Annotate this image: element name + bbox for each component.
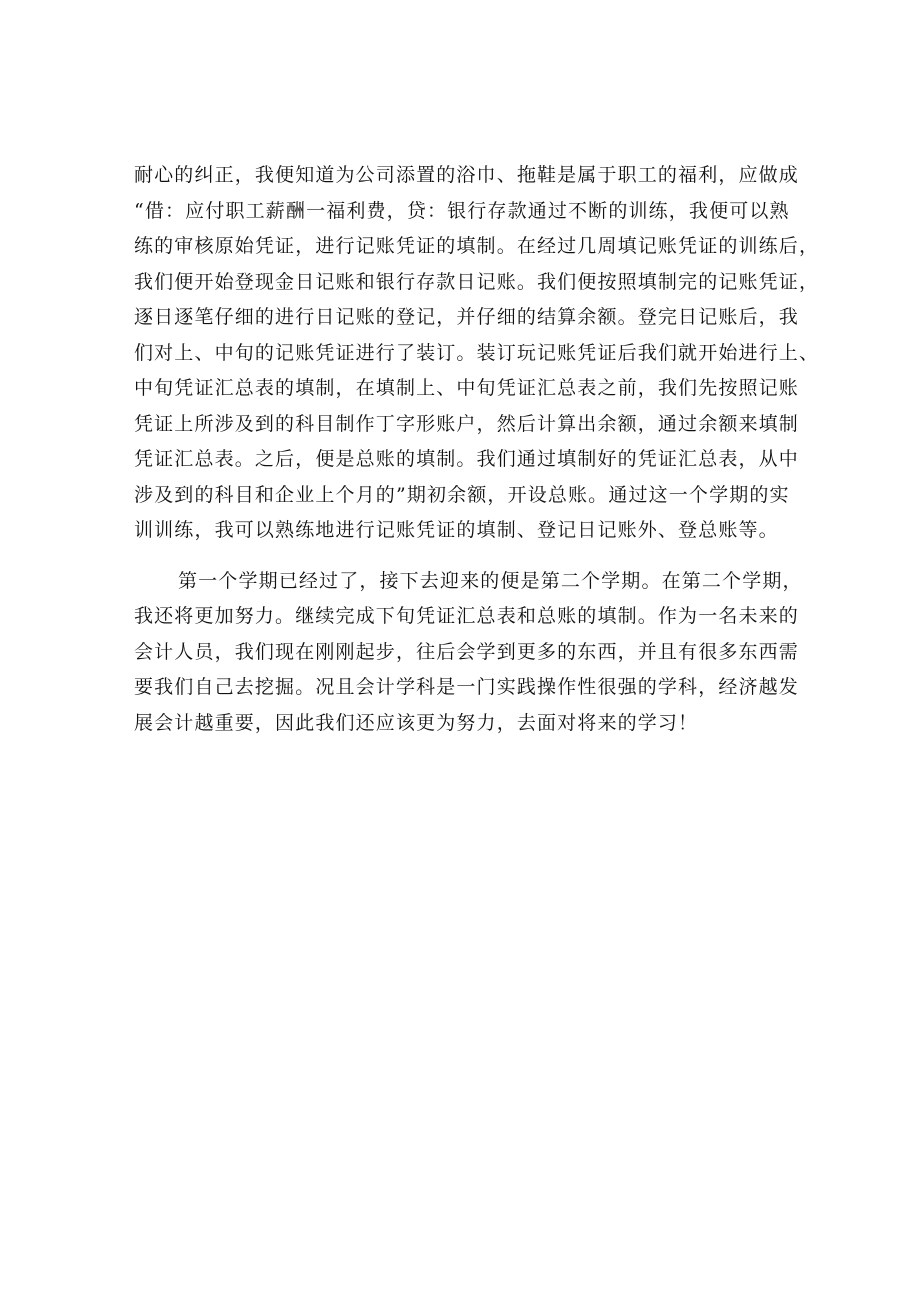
text-line: 要我们自己去挖掘。况且会计学科是一门实践操作性很强的学科，经济越发 xyxy=(134,676,799,698)
text-line: “借：应付职工薪酬一福利费，贷：银行存款通过不断的训练，我便可以熟 xyxy=(134,199,790,222)
text-line: 耐心的纠正，我便知道为公司添置的浴巾、拖鞋是属于职工的福利，应做成 xyxy=(134,164,799,186)
paragraph-1 xyxy=(134,158,820,549)
text-line: 训训练，我可以熟练地进行记账凭证的填制、登记日记账外、登总账等。 xyxy=(134,519,779,541)
text-line-indented: 第一个学期已经过了，接下去迎来的便是第二个学期。在第二个学期， xyxy=(178,569,803,592)
text-line: 涉及到的科目和企业上个月的”期初余额，开设总账。通过这一个学期的实 xyxy=(134,483,790,506)
text-line: 凭证汇总表。之后，便是总账的填制。我们通过填制好的凭证汇总表，从中 xyxy=(134,448,799,470)
paragraph-spacer xyxy=(134,549,800,564)
text-line: 我还将更加努力。继续完成下旬凭证汇总表和总账的填制。作为一名未来的 xyxy=(134,605,799,627)
text-line: 凭证上所涉及到的科目制作丁字形账户，然后计算出余额，通过余额来填制 xyxy=(134,412,799,435)
text-line: 会计人员，我们现在刚刚起步，往后会学到更多的东西，并且有很多东西需 xyxy=(134,640,799,663)
document-body xyxy=(134,158,820,741)
text-line: 们对上、中旬的记账凭证进行了装订。装订玩记账凭证后我们就开始进行上、 xyxy=(134,341,820,364)
text-line: 中旬凭证汇总表的填制，在填制上、中旬凭证汇总表之前，我们先按照记账 xyxy=(134,377,799,399)
text-line: 展会计越重要，因此我们还应该更为努力，去面对将来的学习！ xyxy=(134,711,699,734)
text-line: 逐日逐笔仔细的进行日记账的登记，并仔细的结算余额。登完日记账后，我 xyxy=(134,306,799,328)
text-line: 我们便开始登现金日记账和银行存款日记账。我们便按照填制完的记账凭证， xyxy=(134,270,820,293)
text-line: 练的审核原始凭证，进行记账凭证的填制。在经过几周填记账凭证的训练后， xyxy=(134,235,820,257)
paragraph-2 xyxy=(134,564,803,742)
